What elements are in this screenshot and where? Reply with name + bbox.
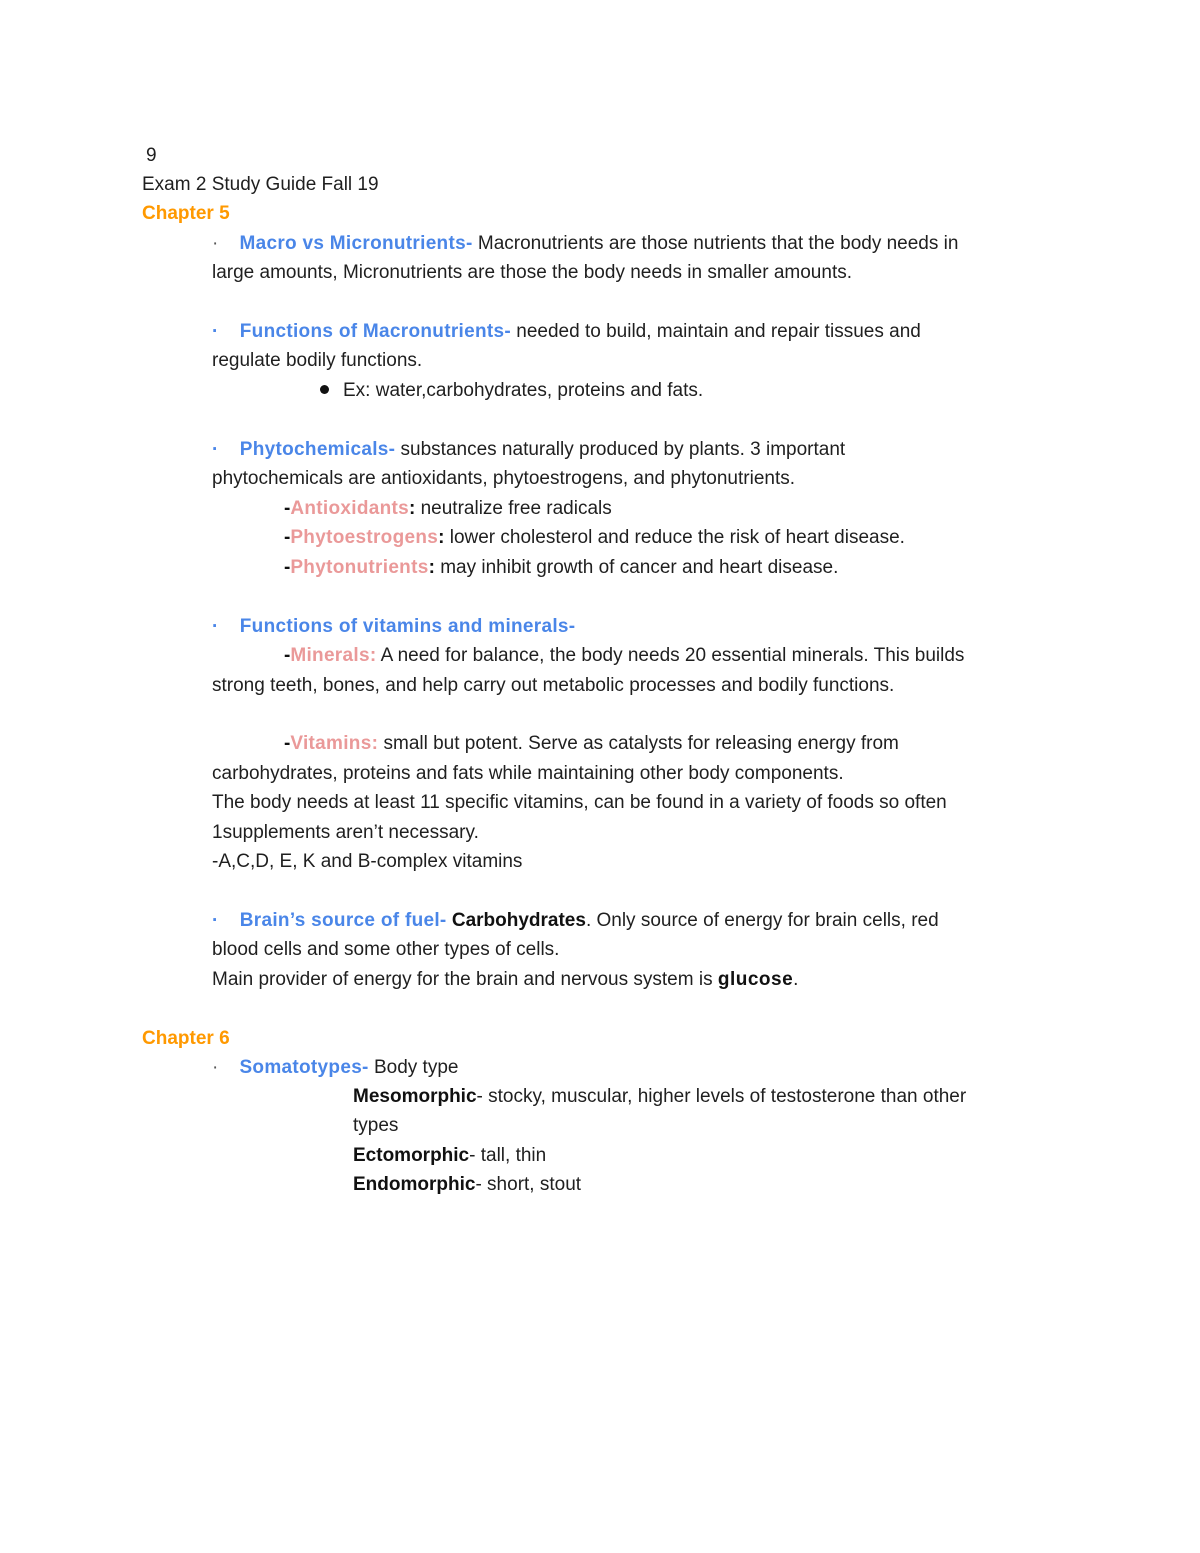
colon: : <box>409 498 416 519</box>
chapter-5-heading: Chapter 5 <box>142 203 230 224</box>
colon: : <box>428 557 435 578</box>
mesomorphic-term: Mesomorphic <box>353 1086 477 1107</box>
functions-macro-line-2: regulate bodily functions. <box>212 350 423 371</box>
ectomorphic-text: - tall, thin <box>469 1145 547 1166</box>
vitamins-text: small but potent. Serve as catalysts for releasing energy from <box>378 733 899 754</box>
macro-micro-text: Macronutrients are those nutrients that the body needs in <box>472 233 959 254</box>
brain-line-3 <box>212 968 798 992</box>
brain-term: Brain’s source of fuel- <box>239 910 447 931</box>
chapter-6-heading: Chapter 6 <box>142 1028 230 1049</box>
vit-min-heading-line <box>212 615 575 639</box>
functions-macro-text: needed to build, maintain and repair tissues and <box>511 321 921 342</box>
period: . <box>793 969 799 990</box>
phyto-term: Phytochemicals- <box>239 439 396 460</box>
bullet: · <box>212 1057 219 1078</box>
endomorphic-line <box>353 1173 581 1197</box>
somatotypes-line <box>212 1056 458 1080</box>
vitamins-line-5: -A,C,D, E, K and B-complex vitamins <box>212 851 523 872</box>
dash: - <box>284 498 291 519</box>
glucose-bold: glucose <box>717 969 794 990</box>
vitamins-line-3: The body needs at least 11 specific vitamins, can be found in a variety of foods so often <box>212 792 947 813</box>
bullet: · <box>212 439 219 460</box>
phytoestrogens-text: lower cholesterol and reduce the risk of heart disease. <box>444 527 905 548</box>
minerals-line-1: -Minerals: A need for balance, the body needs 20 essential minerals. This builds <box>284 645 965 666</box>
mesomorphic-line-2: types <box>353 1115 399 1136</box>
functions-macro-term: Functions of Macronutrients- <box>239 321 511 342</box>
somatotypes-text: Body type <box>368 1057 459 1078</box>
minerals-term: Minerals: <box>290 645 377 666</box>
vitamins-line-2: carbohydrates, proteins and fats while maintaining other body components. <box>212 763 844 784</box>
macro-example-item <box>320 379 703 403</box>
macro-micro-line-2: large amounts, Micronutrients are those the body needs in smaller amounts. <box>212 262 852 283</box>
bullet: · <box>212 321 219 342</box>
bullet-dot-icon <box>320 385 329 394</box>
mesomorphic-text: - stocky, muscular, higher levels of testosterone than other <box>476 1086 967 1107</box>
vitamins-line-1: -Vitamins: small but potent. Serve as catalysts for releasing energy from <box>284 733 899 754</box>
bullet: · <box>212 616 219 637</box>
bullet: · <box>212 910 219 931</box>
brain-text-3: Main provider of energy for the brain and nervous system is <box>212 969 718 990</box>
ectomorphic-line <box>353 1144 546 1168</box>
phyto-line-2: phytochemicals are antioxidants, phytoestrogens, and phytonutrients. <box>212 468 796 489</box>
vitamins-term: Vitamins: <box>290 733 379 754</box>
functions-macro-line-1 <box>212 320 921 344</box>
phytonutrients-text: may inhibit growth of cancer and heart disease. <box>434 557 839 578</box>
phyto-text: substances naturally produced by plants. 3 important <box>395 439 846 460</box>
phytonutrients-term: Phytonutrients <box>290 557 429 578</box>
carbohydrates-bold: Carbohydrates <box>446 910 586 931</box>
macro-micro-term: Macro vs Micronutrients- <box>239 233 473 254</box>
macro-micro-line-1 <box>212 232 958 256</box>
brain-line-2: blood cells and some other types of cells. <box>212 939 560 960</box>
phytoestrogens-term: Phytoestrogens <box>290 527 439 548</box>
page-number: 9 <box>146 145 157 166</box>
phyto-line-1 <box>212 438 845 462</box>
dash: - <box>284 527 291 548</box>
antioxidants-line <box>284 497 612 521</box>
phytoestrogens-line <box>284 526 905 550</box>
minerals-line-2: strong teeth, bones, and help carry out metabolic processes and bodily functions. <box>212 675 895 696</box>
macro-example-text: Ex: water,carbohydrates, proteins and fats. <box>343 380 704 401</box>
dash: - <box>284 557 291 578</box>
somatotypes-term: Somatotypes- <box>239 1057 369 1078</box>
minerals-text: A need for balance, the body needs 20 essential minerals. This builds <box>376 645 965 666</box>
endomorphic-term: Endomorphic <box>353 1174 476 1195</box>
colon: : <box>438 527 445 548</box>
brain-text: . Only source of energy for brain cells, red <box>585 910 939 931</box>
brain-line-1 <box>212 909 939 933</box>
bullet: · <box>212 233 219 254</box>
antioxidants-term: Antioxidants <box>290 498 409 519</box>
vitamins-line-4: 1supplements aren’t necessary. <box>212 822 479 843</box>
vit-min-term: Functions of vitamins and minerals- <box>239 616 576 637</box>
mesomorphic-line-1 <box>353 1085 966 1109</box>
antioxidants-text: neutralize free radicals <box>415 498 612 519</box>
endomorphic-text: - short, stout <box>475 1174 582 1195</box>
document-title: Exam 2 Study Guide Fall 19 <box>142 174 379 195</box>
ectomorphic-term: Ectomorphic <box>353 1145 470 1166</box>
phytonutrients-line <box>284 556 838 580</box>
